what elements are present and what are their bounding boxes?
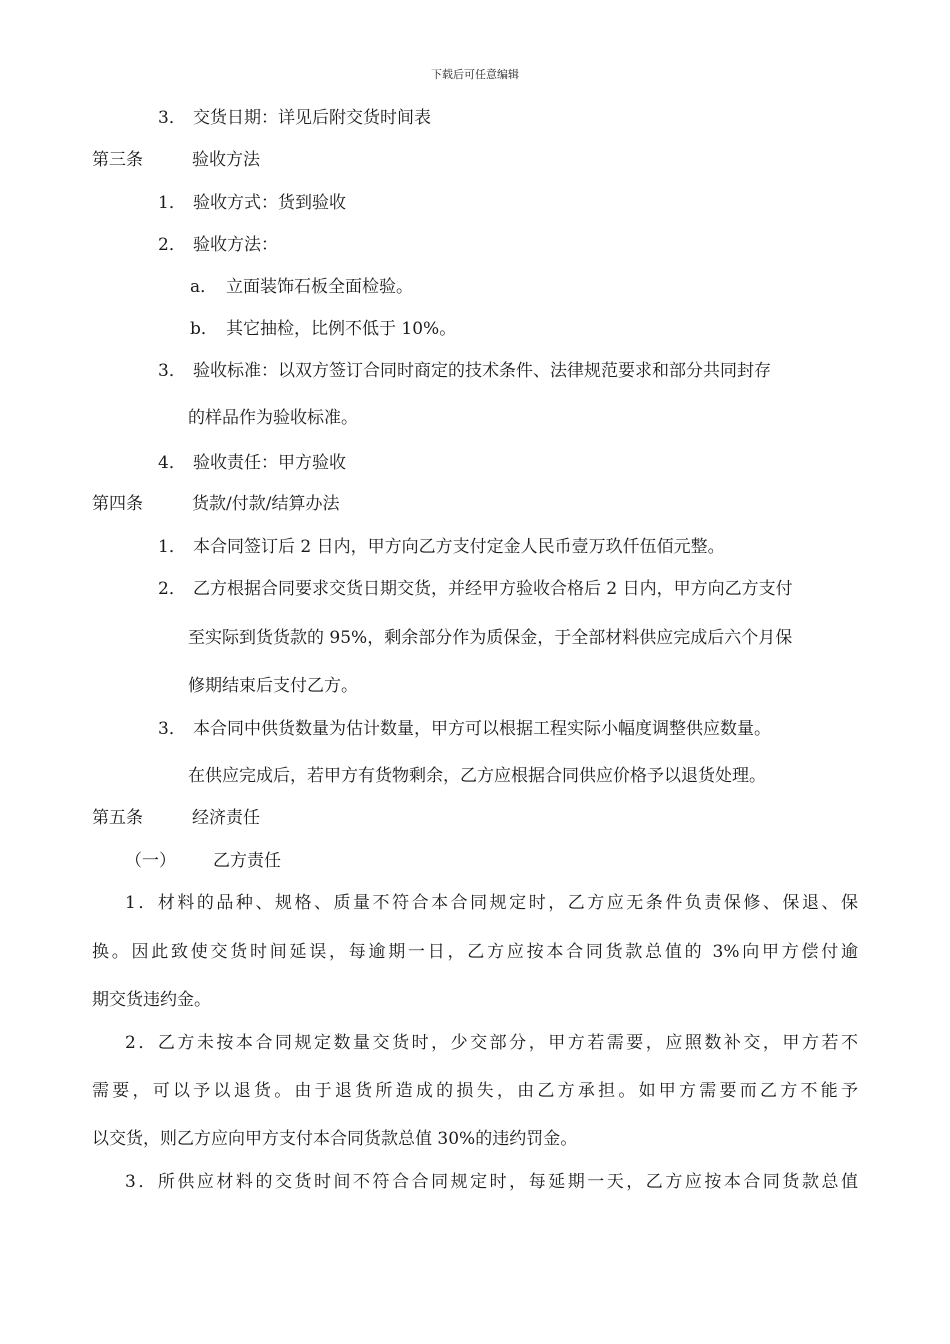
clause-line [158, 536, 725, 558]
section-number: 第四条 [92, 494, 143, 514]
item-text: 本合同签订后 2 日内，甲方向乙方支付定金人民币壹万玖仟伍佰元整。 [193, 537, 725, 557]
clause-continuation: 修期结束后支付乙方。 [188, 676, 358, 696]
clause-line [158, 578, 793, 600]
page-header: 下载后可任意编辑 [431, 68, 519, 81]
section-title: 货款/付款/结算办法 [192, 494, 340, 514]
item-number: 3． [158, 361, 186, 381]
section-title: 经济责任 [192, 808, 260, 828]
item-number: 4． [158, 453, 186, 473]
clause-line [158, 234, 278, 256]
clause-continuation: 的样品作为验收标准。 [188, 408, 358, 428]
section-title: 验收方法 [192, 150, 260, 170]
subsection-title: 乙方责任 [213, 851, 281, 871]
item-number: 1． [158, 537, 186, 557]
paragraph-line: 2．乙方未按本合同规定数量交货时，少交部分，甲方若需要，应照数补交，甲方若不 [125, 1033, 858, 1053]
subsection-heading [125, 850, 281, 872]
item-text: 验收责任：甲方验收 [193, 453, 346, 473]
item-text: 验收方法： [193, 235, 278, 255]
item-text: 其它抽检，比例不低于 10%。 [226, 319, 457, 339]
clause-continuation: 在供应完成后，若甲方有货物剩余，乙方应根据合同供应价格予以退货处理。 [188, 766, 766, 786]
item-number: b． [190, 319, 218, 339]
clause-line [158, 718, 771, 740]
clause-continuation: 至实际到货货款的 95%，剩余部分作为质保金，于全部材料供应完成后六个月保 [188, 628, 793, 648]
clause-line [158, 452, 346, 474]
item-number: 3． [158, 719, 186, 739]
sub-clause-line [190, 276, 413, 298]
section-heading [92, 149, 260, 171]
paragraph-line: 3．所供应材料的交货时间不符合合同规定时，每延期一天，乙方应按本合同货款总值 [125, 1172, 858, 1192]
subsection-number: （一） [125, 851, 176, 871]
section-heading [92, 493, 339, 515]
paragraph-line: 1．材料的品种、规格、质量不符合本合同规定时，乙方应无条件负责保修、保退、保 [125, 893, 858, 913]
paragraph-line: 以交货，则乙方应向甲方支付本合同货款总值 30%的违约罚金。 [92, 1129, 578, 1149]
sub-clause-line [190, 318, 456, 340]
section-heading [92, 807, 260, 829]
paragraph-line: 需要，可以予以退货。由于退货所造成的损失，由乙方承担。如甲方需要而乙方不能予 [92, 1081, 858, 1101]
item-text: 乙方根据合同要求交货日期交货，并经甲方验收合格后 2 日内，甲方向乙方支付 [193, 579, 793, 599]
section-number: 第三条 [92, 150, 143, 170]
item-text: 立面装饰石板全面检验。 [226, 277, 413, 297]
item-text: 验收标准：以双方签订合同时商定的技术条件、法律规范要求和部分共同封存 [193, 361, 771, 381]
item-number: 2． [158, 579, 186, 599]
section-number: 第五条 [92, 808, 143, 828]
item-text: 交货日期：详见后附交货时间表 [193, 108, 431, 128]
item-text: 验收方式：货到验收 [193, 193, 346, 213]
item-number: a． [190, 277, 218, 297]
item-text: 本合同中供货数量为估计数量，甲方可以根据工程实际小幅度调整供应数量。 [193, 719, 771, 739]
paragraph-line: 期交货违约金。 [92, 990, 211, 1010]
item-number: 1． [158, 193, 186, 213]
clause-line [158, 107, 431, 129]
paragraph-line: 换。因此致使交货时间延误，每逾期一日，乙方应按本合同货款总值的 3%向甲方偿付逾 [92, 942, 858, 962]
item-number: 3． [158, 108, 186, 128]
item-number: 2． [158, 235, 186, 255]
clause-line [158, 192, 346, 214]
clause-line [158, 360, 771, 382]
